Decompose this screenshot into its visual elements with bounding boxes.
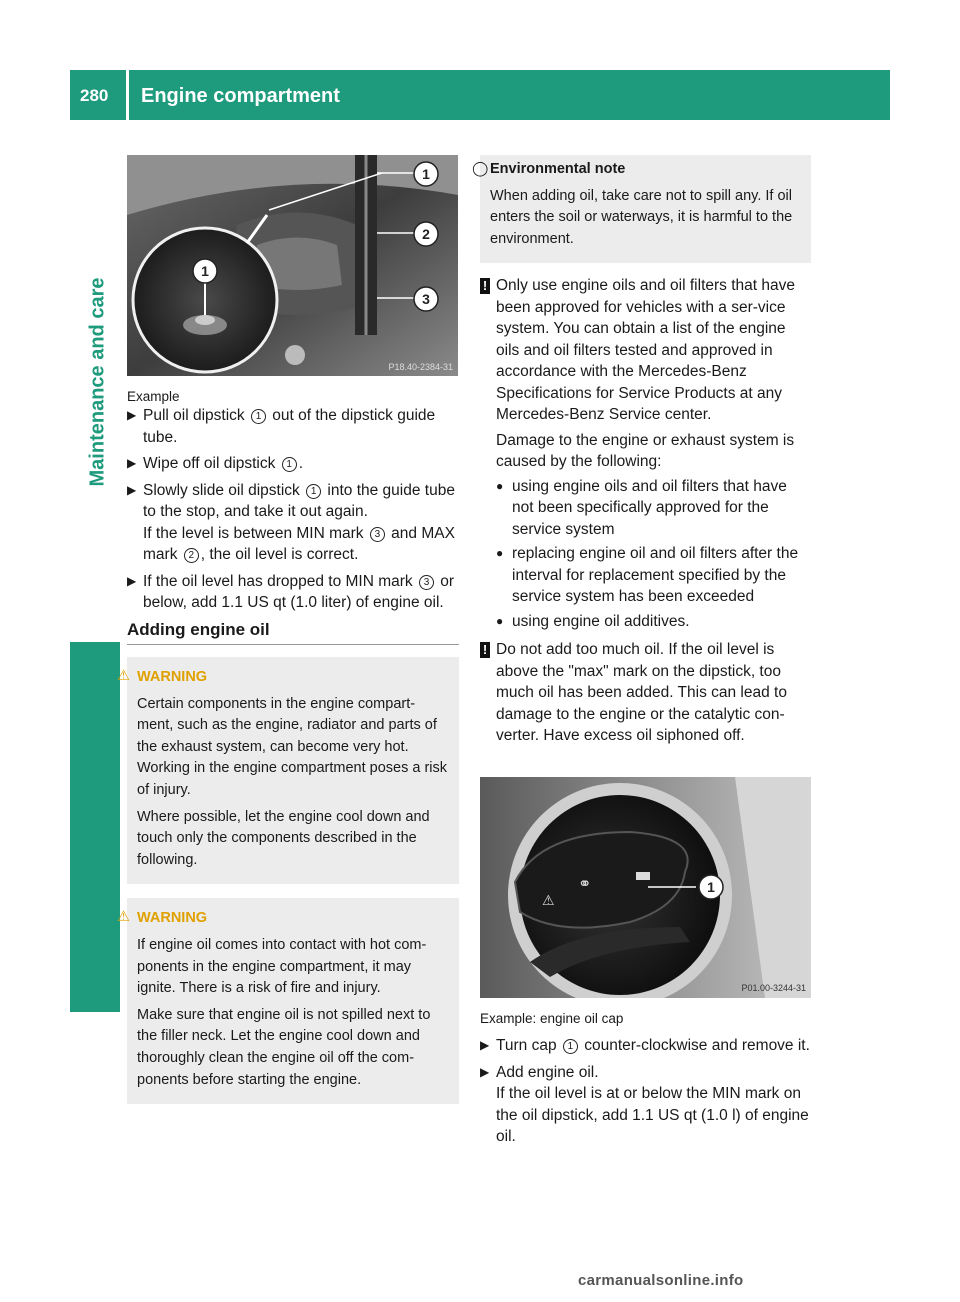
marker-1: 1 xyxy=(251,409,266,424)
list-item: ● replacing engine oil and oil filters after the interval for replacement specified by the service system has been exceeded xyxy=(496,545,799,606)
callout-marker xyxy=(193,259,217,283)
warning-text: Make sure that engine oil is not spilled next to the filler neck. Let the engine cool down and thoroughly clean the engine oil off the com-ponents before starting the engine. xyxy=(137,1006,431,1088)
step-arrow-icon: ▶ xyxy=(127,573,137,588)
image-caption: Example: engine oil cap xyxy=(480,1011,624,1026)
instruction-step: ▶ If the oil level has dropped to MIN mark 3 or below, add 1.1 US qt (1.0 liter) of engine oil. xyxy=(127,572,455,611)
callout-marker xyxy=(699,875,723,899)
instruction-step: ▶ Turn cap 1 counter-clockwise and remove it. xyxy=(480,1035,812,1057)
exclamation-icon: ! xyxy=(480,642,490,658)
image-code: P01.00-3244-31 xyxy=(741,983,806,993)
instruction-step: ▶ Wipe off oil dipstick 1 . xyxy=(127,453,459,475)
callout-number: 1 xyxy=(201,263,209,279)
marker-1: 1 xyxy=(306,484,321,499)
svg-text:⚠: ⚠ xyxy=(542,892,555,908)
marker-3: 3 xyxy=(419,575,434,590)
list-item: ● using engine oil additives. xyxy=(496,611,811,633)
warning-triangle-icon: ⚠ xyxy=(117,909,130,926)
marker-3: 3 xyxy=(370,527,385,542)
warning-title: ⚠ WARNING xyxy=(137,908,449,930)
warning-triangle-icon: ⚠ xyxy=(117,668,130,684)
watermark: carmanualsonline.info xyxy=(578,1272,744,1289)
list-item: ● using engine oils and oil filters that have not been specifically approved for the service system xyxy=(496,477,787,538)
right-column-lower xyxy=(480,1010,812,1153)
callout-marker xyxy=(414,287,438,311)
side-block xyxy=(70,642,120,1012)
notice-text: Damage to the engine or exhaust system is caused by the following: xyxy=(496,431,795,471)
engine-compartment-image xyxy=(127,155,458,376)
notice-block xyxy=(480,639,811,747)
warning-box xyxy=(117,657,459,884)
marker-1: 1 xyxy=(563,1039,578,1054)
callout-number: 1 xyxy=(422,166,430,182)
bullet-icon: ● xyxy=(496,478,504,493)
oil-cap-image xyxy=(480,777,811,998)
step-arrow-icon: ▶ xyxy=(480,1064,490,1079)
notice-block xyxy=(480,275,811,632)
callout-marker xyxy=(414,162,438,186)
warning-text: Where possible, let the engine cool down and touch only the components described in the following. xyxy=(137,808,430,868)
left-column xyxy=(117,388,459,1104)
chapter-title: Engine compartment xyxy=(141,85,340,107)
exclamation-icon: ! xyxy=(480,278,490,294)
header-divider xyxy=(126,70,129,120)
step-arrow-icon: ▶ xyxy=(480,1038,490,1052)
step-arrow-icon: ▶ xyxy=(127,482,137,497)
page-number: 280 xyxy=(80,86,109,105)
warning-box xyxy=(117,898,459,1104)
instruction-step: ▶ Pull oil dipstick 1 out of the dipstick guide tube. xyxy=(127,407,436,446)
lightbulb-icon: ◯ xyxy=(472,161,489,177)
marker-2: 2 xyxy=(184,548,199,563)
env-note-title: ◯ Environmental note xyxy=(490,159,801,181)
warning-text: If engine oil comes into contact with hot com-ponents in the engine compartment, it may ignite. There is a risk of fire and injury. xyxy=(137,936,427,997)
notice-text: Only use engine oils and oil filters that have been approved for vehicles with a ser-vice system. You can obtain a list of the engine oils and oil filters tested and approved in accordance with the Mercedes-Benz Specifications for Service Products at any Mercedes-Benz Service center. xyxy=(496,277,795,424)
marker-1: 1 xyxy=(282,457,297,472)
bullet-icon: ● xyxy=(496,546,504,561)
callout-marker xyxy=(414,222,438,246)
instruction-step: ▶ Add engine oil. If the oil level is at or below the MIN mark on the oil dipstick, add 1.1 US qt (1.0 l) of engine oil. xyxy=(480,1063,809,1145)
warning-title: ⚠ WARNING xyxy=(137,667,449,689)
notice-text: Do not add too much oil. If the oil level is above the "max" mark on the dipstick, too much oil has been added. This can lead to damage to the engine or the catalytic con-verter. Have excess oil siphoned off. xyxy=(496,641,787,745)
environmental-note-box xyxy=(472,155,811,263)
callout-number: 1 xyxy=(707,879,715,895)
image-code: P18.40-2384-31 xyxy=(388,362,453,372)
instruction-step: ▶ Slowly slide oil dipstick 1 into the guide tube to the stop, and take it out again. If the level is between MIN mark 3 and MAX mark 2 , the oil level is correct. xyxy=(127,481,455,563)
side-tab-label: Maintenance and care xyxy=(86,277,109,487)
svg-text:⚭: ⚭ xyxy=(578,876,592,893)
image-caption: Example xyxy=(127,389,180,404)
section-title: Adding engine oil xyxy=(127,619,459,646)
step-arrow-icon: ▶ xyxy=(127,408,137,422)
callout-number: 3 xyxy=(422,291,430,307)
callout-number: 2 xyxy=(422,226,430,242)
right-column xyxy=(472,155,811,752)
env-note-text: When adding oil, take care not to spill any. If oil enters the soil or waterways, it is harmful to the environment. xyxy=(490,187,793,247)
step-arrow-icon: ▶ xyxy=(127,456,137,470)
bullet-icon: ● xyxy=(496,613,504,628)
warning-text: Certain components in the engine compart-ment, such as the engine, radiator and parts of the exhaust system, can become very hot. Working in the engine compartment poses a risk of injury. xyxy=(137,695,448,798)
